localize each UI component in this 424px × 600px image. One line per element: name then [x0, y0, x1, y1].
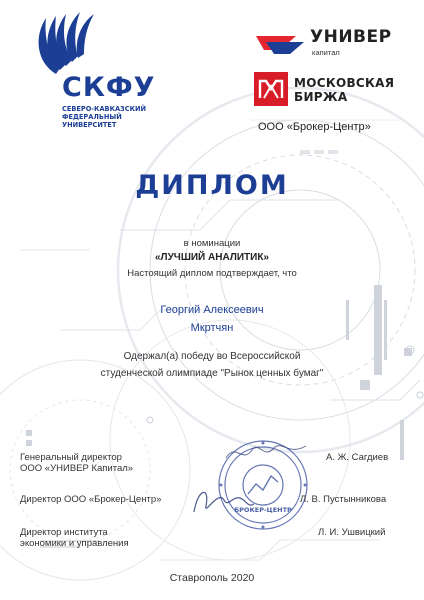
skfu-full-name: СЕВЕРО-КАВКАЗСКИЙ ФЕДЕРАЛЬНЫЙ УНИВЕРСИТЕТ	[62, 105, 147, 129]
signatory-2-title: Директор ООО «Брокер-Центр»	[20, 494, 162, 505]
confirm-text: Настоящий диплом подтверждает, что	[127, 268, 297, 279]
diploma-title: ДИПЛОМ	[135, 170, 289, 201]
nomination-name: «ЛУЧШИЙ АНАЛИТИК»	[155, 252, 269, 263]
signatory-2-name: Л. В. Пустынникова	[300, 494, 387, 505]
signature-2-scribble	[188, 482, 258, 522]
signatory-1-name: А. Ж. Сагдиев	[326, 452, 389, 463]
skfu-logo-text: СКФУ	[62, 72, 156, 103]
moex-logo-text: МОСКОВСКАЯ БИРЖА	[294, 76, 395, 104]
recipient-first-name: Георгий Алексеевич	[160, 304, 264, 316]
broker-center-caption: ООО «Брокер-Центр»	[258, 121, 371, 133]
moex-logo-icon	[254, 72, 288, 106]
achievement-line-1: Одержал(а) победу во Всероссийской	[123, 351, 301, 362]
nomination-prefix: в номинации	[183, 238, 241, 249]
signature-1-scribble	[222, 436, 312, 466]
footer-city-year: Ставрополь 2020	[169, 572, 255, 584]
skfu-emblem-icon	[30, 6, 100, 76]
univer-logo-text: УНИВЕР	[310, 27, 392, 47]
stamp-label: БРОКЕР-ЦЕНТР	[234, 506, 292, 514]
signatory-3-name: Л. И. Ушвицкий	[318, 527, 386, 538]
achievement-line-2: студенческой олимпиаде "Рынок ценных бумаг"	[100, 368, 324, 379]
univer-logo-icon	[256, 28, 308, 58]
signatory-1-title: Генеральный директор ООО «УНИВЕР Капитал»	[20, 452, 134, 474]
univer-logo-subtitle: капитал	[312, 48, 340, 57]
recipient-last-name: Мкртчян	[190, 322, 234, 334]
signatory-3-title: Директор института экономики и управления	[20, 527, 129, 549]
